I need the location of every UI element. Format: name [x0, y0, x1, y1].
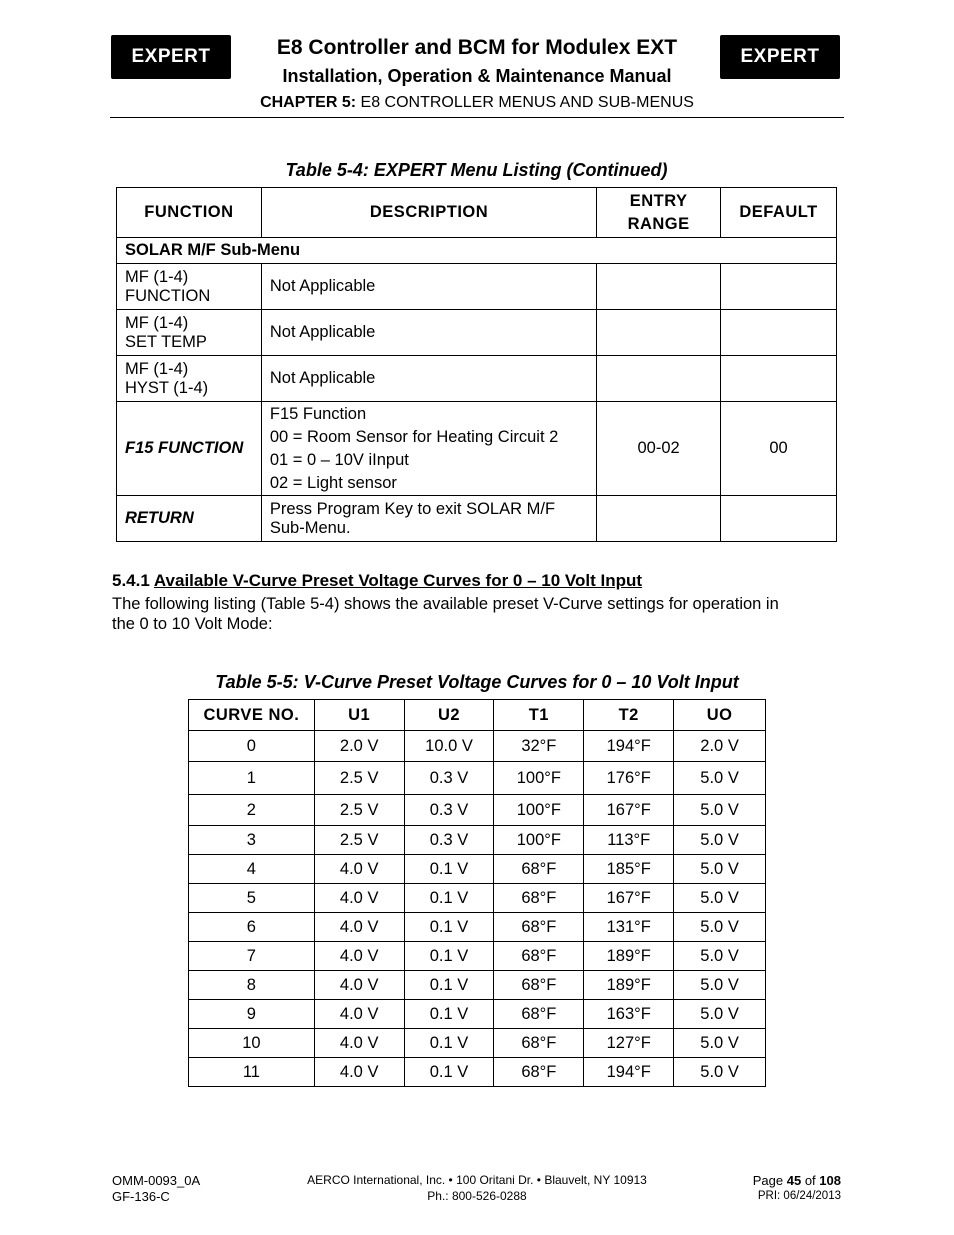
range-label: RANGE: [627, 214, 690, 233]
t1-cell: 68°F: [494, 1000, 584, 1029]
table-row: [117, 264, 837, 310]
u2-cell: 0.1 V: [404, 884, 494, 913]
col-header-entry-range: [597, 188, 721, 238]
function-line: MF (1-4): [125, 267, 189, 286]
u2-cell: 10.0 V: [404, 731, 494, 762]
chapter-text: E8 CONTROLLER MENUS AND SUB-MENUS: [356, 94, 694, 111]
table-row: [189, 884, 766, 913]
description-cell: [261, 496, 596, 542]
range-cell: [597, 356, 721, 402]
curve-no-cell: 6: [189, 913, 315, 942]
curve-no-cell: 9: [189, 1000, 315, 1029]
t1-cell: 68°F: [494, 913, 584, 942]
page-total: 108: [819, 1173, 841, 1188]
col-header-curve-no: CURVE NO.: [189, 700, 315, 731]
default-cell: [721, 264, 837, 310]
curve-no-cell: 10: [189, 1029, 315, 1058]
u1-cell: 4.0 V: [314, 1058, 404, 1087]
description-line: 01 = 0 – 10V iInput: [269, 450, 409, 469]
table4-caption: Table 5-4: EXPERT Menu Listing (Continued): [285, 160, 668, 180]
chapter-label: CHAPTER 5:: [260, 94, 357, 111]
t2-cell: 194°F: [584, 731, 674, 762]
function-cell: F15 FUNCTION: [117, 402, 262, 496]
table-row: [189, 971, 766, 1000]
u2-cell: 0.1 V: [404, 855, 494, 884]
u2-cell: 0.1 V: [404, 942, 494, 971]
section-label: SOLAR M/F Sub-Menu: [117, 238, 837, 264]
col-header-description: DESCRIPTION: [261, 188, 596, 238]
curve-no-cell: 1: [189, 762, 315, 795]
curve-no-cell: 3: [189, 826, 315, 855]
table-row: [117, 310, 837, 356]
table4-header-row: [117, 188, 837, 238]
u1-cell: 2.5 V: [314, 762, 404, 795]
u1-cell: 4.0 V: [314, 1000, 404, 1029]
table-row: [117, 496, 837, 542]
uo-cell: 2.0 V: [674, 731, 766, 762]
entry-label: ENTRY: [629, 191, 688, 210]
t2-cell: 127°F: [584, 1029, 674, 1058]
function-cell: [117, 264, 262, 310]
uo-cell: 5.0 V: [674, 1029, 766, 1058]
curve-no-cell: 5: [189, 884, 315, 913]
table-row: [189, 762, 766, 795]
section-title: Available V-Curve Preset Voltage Curves for 0 – 10 Volt Input: [153, 571, 643, 590]
uo-cell: 5.0 V: [674, 1000, 766, 1029]
function-line: MF (1-4): [125, 313, 189, 332]
col-header-t2: T2: [584, 700, 674, 731]
document-subtitle: Installation, Operation & Maintenance Manual: [282, 66, 672, 86]
uo-cell: 5.0 V: [674, 855, 766, 884]
u1-cell: 4.0 V: [314, 1029, 404, 1058]
section-body-line-2: the 0 to 10 Volt Mode:: [112, 615, 273, 633]
section-number: 5.4.1: [112, 571, 154, 590]
col-header-t1: T1: [494, 700, 584, 731]
default-cell: 00: [721, 402, 837, 496]
company-address: AERCO International, Inc. • 100 Oritani Dr. • Blauvelt, NY 10913: [307, 1173, 647, 1187]
page-prefix: Page: [752, 1173, 787, 1188]
table-row: [189, 1000, 766, 1029]
page-current: 45: [786, 1173, 802, 1188]
u1-cell: 4.0 V: [314, 913, 404, 942]
uo-cell: 5.0 V: [674, 1058, 766, 1087]
function-line: HYST (1-4): [125, 378, 209, 397]
description-cell: Not Applicable: [261, 264, 596, 310]
curve-no-cell: 7: [189, 942, 315, 971]
t2-cell: 113°F: [584, 826, 674, 855]
description-line: 02 = Light sensor: [269, 473, 397, 492]
t2-cell: 189°F: [584, 942, 674, 971]
t1-cell: 100°F: [494, 826, 584, 855]
uo-cell: 5.0 V: [674, 942, 766, 971]
u2-cell: 0.3 V: [404, 762, 494, 795]
company-phone: Ph.: 800-526-0288: [427, 1189, 527, 1203]
t1-cell: 68°F: [494, 1029, 584, 1058]
description-line: F15 Function: [269, 404, 367, 423]
t2-cell: 194°F: [584, 1058, 674, 1087]
header-rule: [110, 117, 844, 118]
description-line: 00 = Room Sensor for Heating Circuit 2: [269, 427, 559, 446]
u2-cell: 0.3 V: [404, 826, 494, 855]
t2-cell: 131°F: [584, 913, 674, 942]
form-number: GF-136-C: [112, 1189, 170, 1204]
u1-cell: 4.0 V: [314, 884, 404, 913]
table-row: [189, 942, 766, 971]
curve-no-cell: 4: [189, 855, 315, 884]
page-number: [753, 1173, 841, 1188]
u1-cell: 4.0 V: [314, 855, 404, 884]
col-header-default: DEFAULT: [721, 188, 837, 238]
u1-cell: 2.5 V: [314, 795, 404, 826]
default-cell: [721, 310, 837, 356]
u2-cell: 0.3 V: [404, 795, 494, 826]
document-title: E8 Controller and BCM for Modulex EXT: [276, 36, 678, 59]
col-header-u1: U1: [314, 700, 404, 731]
u1-cell: 2.5 V: [314, 826, 404, 855]
table-row: [189, 826, 766, 855]
expert-badge-left: EXPERT: [111, 35, 231, 79]
col-header-u2: U2: [404, 700, 494, 731]
u1-cell: 4.0 V: [314, 942, 404, 971]
range-cell: [597, 264, 721, 310]
u2-cell: 0.1 V: [404, 971, 494, 1000]
expert-menu-table: [116, 187, 837, 542]
t2-cell: 185°F: [584, 855, 674, 884]
uo-cell: 5.0 V: [674, 913, 766, 942]
t2-cell: 167°F: [584, 884, 674, 913]
section-row: [117, 238, 837, 264]
t1-cell: 68°F: [494, 971, 584, 1000]
u2-cell: 0.1 V: [404, 1000, 494, 1029]
description-line: Press Program Key to exit SOLAR M/F: [269, 499, 556, 518]
t2-cell: 176°F: [584, 762, 674, 795]
chapter-heading: [232, 94, 722, 112]
col-header-uo: UO: [674, 700, 766, 731]
table-row: [189, 731, 766, 762]
uo-cell: 5.0 V: [674, 884, 766, 913]
t2-cell: 163°F: [584, 1000, 674, 1029]
t2-cell: 189°F: [584, 971, 674, 1000]
u2-cell: 0.1 V: [404, 1029, 494, 1058]
uo-cell: 5.0 V: [674, 762, 766, 795]
uo-cell: 5.0 V: [674, 971, 766, 1000]
table-row: [189, 795, 766, 826]
u2-cell: 0.1 V: [404, 913, 494, 942]
u2-cell: 0.1 V: [404, 1058, 494, 1087]
v-curve-table: [188, 699, 766, 1087]
function-line: FUNCTION: [125, 286, 211, 305]
t1-cell: 68°F: [494, 884, 584, 913]
description-cell: Not Applicable: [261, 356, 596, 402]
function-cell: [117, 356, 262, 402]
function-line: SET TEMP: [125, 332, 207, 351]
t1-cell: 68°F: [494, 942, 584, 971]
table-row: [189, 855, 766, 884]
function-cell: RETURN: [117, 496, 262, 542]
t1-cell: 32°F: [494, 731, 584, 762]
expert-badge-right: EXPERT: [720, 35, 840, 79]
table-row: [189, 1029, 766, 1058]
function-cell: [117, 310, 262, 356]
table-row: [189, 913, 766, 942]
t1-cell: 100°F: [494, 795, 584, 826]
table5-caption: Table 5-5: V-Curve Preset Voltage Curves for 0 – 10 Volt Input: [215, 672, 739, 692]
function-line: MF (1-4): [125, 359, 189, 378]
uo-cell: 5.0 V: [674, 795, 766, 826]
pri-date: PRI: 06/24/2013: [757, 1190, 841, 1202]
description-cell: Not Applicable: [261, 310, 596, 356]
section-body-line-1: The following listing (Table 5-4) shows the available preset V-Curve settings for operation in: [112, 595, 779, 613]
description-line: Sub-Menu.: [269, 518, 351, 537]
table5-header-row: [189, 700, 766, 731]
t1-cell: 68°F: [494, 1058, 584, 1087]
page-of: of: [801, 1173, 820, 1188]
table-row: [117, 402, 837, 496]
curve-no-cell: 2: [189, 795, 315, 826]
t2-cell: 167°F: [584, 795, 674, 826]
table-row: [189, 1058, 766, 1087]
doc-number: OMM-0093_0A: [112, 1173, 201, 1188]
curve-no-cell: 11: [189, 1058, 315, 1087]
uo-cell: 5.0 V: [674, 826, 766, 855]
t1-cell: 68°F: [494, 855, 584, 884]
t1-cell: 100°F: [494, 762, 584, 795]
default-cell: [721, 356, 837, 402]
u1-cell: 2.0 V: [314, 731, 404, 762]
section-heading: [112, 571, 642, 591]
range-cell: 00-02: [597, 402, 721, 496]
range-cell: [597, 496, 721, 542]
range-cell: [597, 310, 721, 356]
col-header-function: FUNCTION: [117, 188, 262, 238]
u1-cell: 4.0 V: [314, 971, 404, 1000]
curve-no-cell: 0: [189, 731, 315, 762]
description-cell: [261, 402, 596, 496]
table-row: [117, 356, 837, 402]
default-cell: [721, 496, 837, 542]
curve-no-cell: 8: [189, 971, 315, 1000]
